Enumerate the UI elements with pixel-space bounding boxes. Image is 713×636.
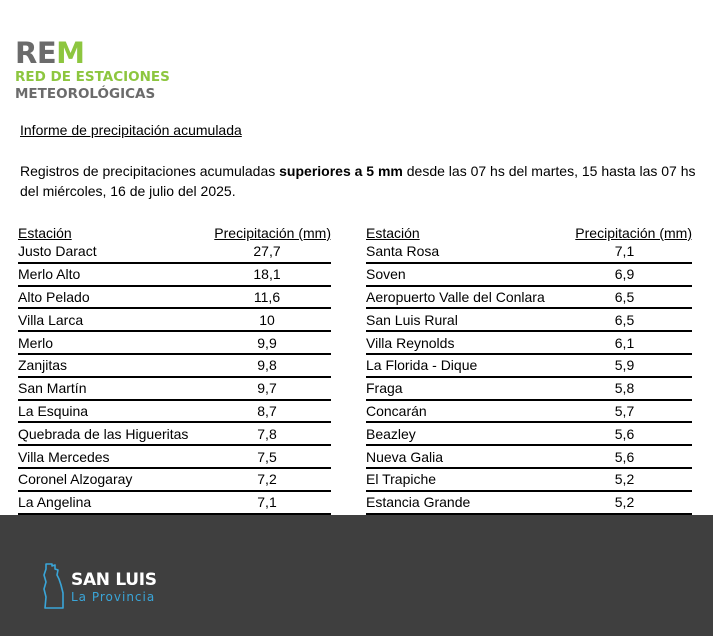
station-name: El Trapiche	[366, 468, 557, 491]
precipitation-value: 9,9	[203, 331, 331, 354]
station-name: Fraga	[366, 377, 557, 400]
precipitation-value: 5,2	[557, 468, 692, 491]
table-row	[366, 445, 692, 468]
table-row	[18, 377, 331, 400]
precipitation-value: 7,8	[203, 422, 331, 445]
footer-subtitle: La Provincia	[71, 590, 156, 604]
table-row	[366, 286, 692, 309]
station-name: Zanjitas	[18, 354, 203, 377]
table-row	[18, 468, 331, 491]
table-row	[18, 445, 331, 468]
station-name: Villa Mercedes	[18, 445, 203, 468]
table-row	[366, 400, 692, 423]
precipitation-value: 5,6	[557, 422, 692, 445]
station-name: Merlo Alto	[18, 263, 203, 286]
table-row	[366, 308, 692, 331]
station-name: Coronel Alzogaray	[18, 468, 203, 491]
san-luis-province-map-icon	[43, 563, 65, 609]
precipitation-value: 6,1	[557, 331, 692, 354]
station-name: Aeropuerto Valle del Conlara	[366, 286, 557, 309]
station-name: Soven	[366, 263, 557, 286]
precipitation-value: 5,6	[557, 445, 692, 468]
station-name: Justo Daract	[18, 241, 203, 263]
footer-banner	[0, 515, 713, 636]
precipitation-value: 6,5	[557, 286, 692, 309]
table-row	[18, 400, 331, 423]
table-header-row	[366, 220, 692, 241]
column-header-station: Estación	[18, 225, 72, 241]
rem-logo-line1: RED DE ESTACIONES	[15, 69, 170, 85]
station-name: Santa Rosa	[366, 241, 557, 263]
precipitation-value: 7,5	[203, 445, 331, 468]
table-row	[18, 354, 331, 377]
table-row	[18, 331, 331, 354]
table-body	[366, 241, 692, 514]
precipitation-value: 9,8	[203, 354, 331, 377]
table-header-row	[18, 220, 331, 241]
precipitation-value: 9,7	[203, 377, 331, 400]
station-name: San Martín	[18, 377, 203, 400]
station-name: Alto Pelado	[18, 286, 203, 309]
precipitation-value: 7,1	[203, 491, 331, 514]
rem-logo-wordmark: REM	[15, 36, 85, 70]
precipitation-value: 18,1	[203, 263, 331, 286]
station-name: Concarán	[366, 400, 557, 423]
precipitation-value: 5,2	[557, 491, 692, 514]
station-name: Estancia Grande	[366, 491, 557, 514]
rem-logo-line2: METEOROLÓGICAS	[15, 86, 156, 102]
table-row	[366, 354, 692, 377]
footer-title: SAN LUIS	[71, 570, 157, 590]
station-name: San Luis Rural	[366, 308, 557, 331]
precipitation-value: 6,5	[557, 308, 692, 331]
table-row	[18, 241, 331, 263]
station-name: Beazley	[366, 422, 557, 445]
precipitation-value: 6,9	[557, 263, 692, 286]
table-row	[366, 468, 692, 491]
table-row	[18, 422, 331, 445]
table-row	[18, 263, 331, 286]
precipitation-table-left	[18, 220, 331, 515]
rem-logo	[15, 38, 170, 103]
precipitation-table-right	[366, 220, 692, 515]
table-row	[366, 241, 692, 263]
station-name: La Esquina	[18, 400, 203, 423]
table-row	[366, 422, 692, 445]
table-row	[18, 286, 331, 309]
precipitation-value: 11,6	[203, 286, 331, 309]
column-header-precipitation: Precipitación (mm)	[214, 225, 331, 241]
precipitation-value: 5,8	[557, 377, 692, 400]
column-header-precipitation: Precipitación (mm)	[575, 225, 692, 241]
station-name: Quebrada de las Higueritas	[18, 422, 203, 445]
table-row	[366, 263, 692, 286]
station-name: La Angelina	[18, 491, 203, 514]
column-header-station: Estación	[366, 225, 420, 241]
table-row	[366, 377, 692, 400]
report-title: Informe de precipitación acumulada	[20, 122, 242, 138]
station-name: Merlo	[18, 331, 203, 354]
precipitation-value: 27,7	[203, 241, 331, 263]
table-row	[366, 491, 692, 514]
station-name: Villa Larca	[18, 308, 203, 331]
threshold-highlight: superiores a 5 mm	[279, 163, 403, 179]
report-description: Registros de precipitaciones acumuladas superiores a 5 mm desde las 07 hs del martes, 15 hasta las 07 hs del miércoles, 16 de julio del 2025.	[20, 163, 696, 199]
table-row	[18, 491, 331, 514]
precipitation-value: 8,7	[203, 400, 331, 423]
precipitation-value: 7,1	[557, 241, 692, 263]
precipitation-value: 10	[203, 308, 331, 331]
precipitation-value: 7,2	[203, 468, 331, 491]
station-name: Nueva Galia	[366, 445, 557, 468]
precipitation-value: 5,9	[557, 354, 692, 377]
station-name: Villa Reynolds	[366, 331, 557, 354]
table-row	[18, 308, 331, 331]
precipitation-value: 5,7	[557, 400, 692, 423]
table-body	[18, 241, 331, 514]
table-row	[366, 331, 692, 354]
station-name: La Florida - Dique	[366, 354, 557, 377]
san-luis-logo	[43, 563, 157, 609]
